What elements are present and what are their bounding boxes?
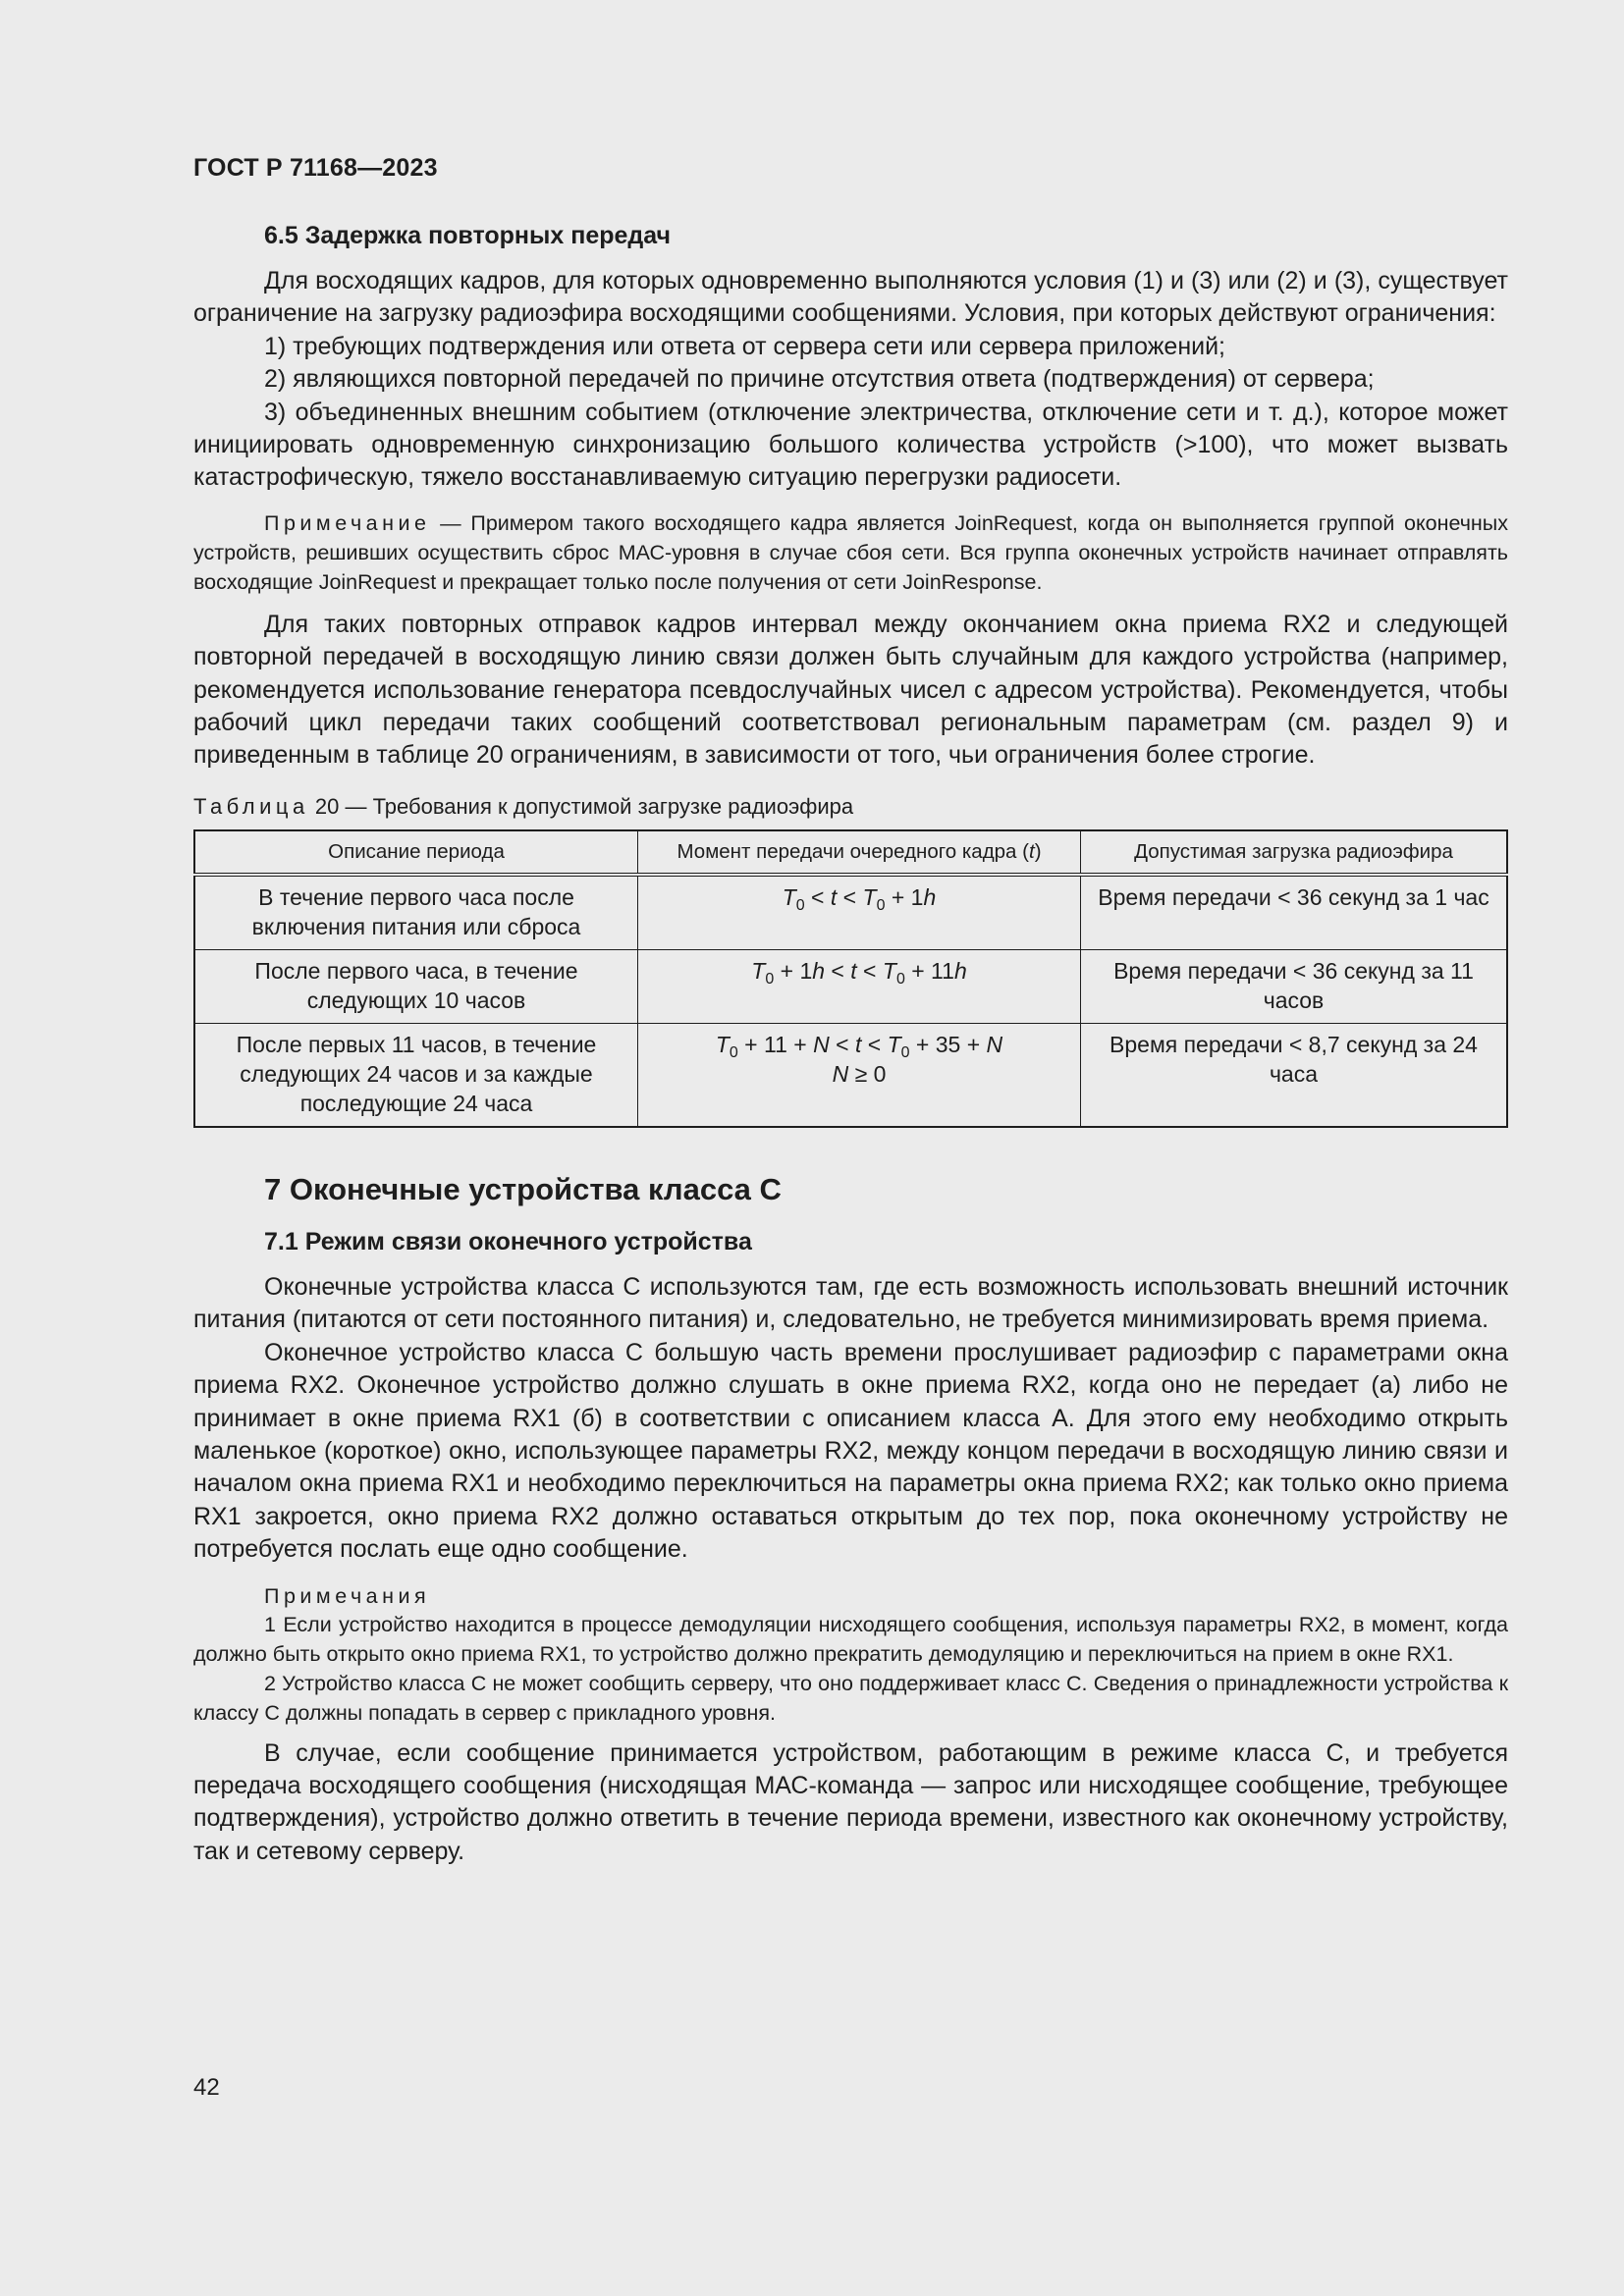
column-header: Допустимая загрузка радиоэфира bbox=[1081, 830, 1508, 875]
section-7-title: 7 Оконечные устройства класса С bbox=[264, 1171, 782, 1206]
document-id: ГОСТ Р 71168—2023 bbox=[193, 154, 438, 182]
table-caption bbox=[193, 792, 1508, 822]
load-cell: Время передачи < 36 секунд за 1 час bbox=[1081, 875, 1508, 950]
paragraph: В случае, если сообщение принимается устройством, работающим в режиме класса С, и требуется передача восходящего сообщения (нисходящая МАС-команда — запрос или нисходящее сообщение, требующее подтверждения), устройство должно ответить в течение периода времени, известного как оконечному устройству, так и сетевому серверу. bbox=[193, 1738, 1508, 1865]
note: 2 Устройство класса С не может сообщить серверу, что оно поддерживает класс С. Сведения о принадлежности устройства к классу С должны попадать в сервер с прикладного уровня. bbox=[193, 1671, 1508, 1725]
table-row bbox=[194, 875, 1507, 950]
paragraph: Оконечное устройство класса С большую часть времени прослушивает радиоэфир с параметрами окна приема RX2. Оконечное устройство должно слушать в окне приема RX2, когда оно не передает (а) либо не принимает в окне приема RX1 (б) в соответствии с описанием класса А. Для этого ему необходимо открыть маленькое (короткое) окно, использующее параметры RX2, между концом передачи в восходящую линию связи и началом окна приема RX1 и необходимо переключиться на параметры окна приема RX2; как только окно приема RX1 закроется, окно приема RX2 должно оставаться открытым до тех пор, пока оконечному устройству не потребуется послать еще одно сообщение. bbox=[193, 1338, 1508, 1564]
load-cell: Время передачи < 8,7 секунд за 24 часа bbox=[1081, 1023, 1508, 1127]
notes-heading: Примечания bbox=[264, 1583, 431, 1608]
moment-cell: $T_0 < t < T_0 + 1h$ bbox=[638, 875, 1081, 950]
note-text: — Примером такого восходящего кадра является JoinRequest, когда он выполняется группой оконечных устройств, решивших осуществить сброс МАС-уровня в случае сбоя сети. Вся группа оконечных устройств начинает отправлять восходящие JoinRequest и прекращает только после получения от сети JoinResponse. bbox=[193, 510, 1508, 594]
paragraph: Для таких повторных отправок кадров интервал между окончанием окна приема RX2 и следующей повторной передачей в восходящую линию связи должен быть случайным для каждого устройства (например, рекомендуется использование генератора псевдослучайных чисел с адресом устройства). Рекомендуется, чтобы рабочий цикл передачи таких сообщений соответствовал региональным параметрам (см. раздел 9) и приведенным в таблице 20 ограничениям, в зависимости от того, чьи ограничения более строгие. bbox=[193, 610, 1508, 770]
note-label: Примечание bbox=[264, 510, 431, 535]
section-6-5-title: 6.5 Задержка повторных передач bbox=[264, 222, 672, 249]
moment-cell: $T_0 + 11 + N < t < T_0 + 35 + N$ N ≥ 0 bbox=[638, 1023, 1081, 1127]
moment-cell: $T_0 + 1h < t < T_0 + 11h$ bbox=[638, 949, 1081, 1023]
list-item: 2) являющихся повторной передачей по причине отсутствия ответа (подтверждения) от сервера; bbox=[264, 365, 1375, 394]
list-item: 1) требующих подтверждения или ответа от сервера сети или сервера приложений; bbox=[264, 332, 1226, 360]
page-number: 42 bbox=[193, 2074, 220, 2101]
table-caption-text: 20 — Требования к допустимой загрузке радиоэфира bbox=[308, 793, 854, 819]
column-header: Момент передачи очередного кадра (t) bbox=[638, 830, 1081, 875]
load-requirements-table bbox=[193, 829, 1508, 1128]
paragraph: Для восходящих кадров, для которых одновременно выполняются условия (1) и (3) или (2) и (3), существует ограничение на загрузку радиоэфира восходящими сообщениями. Условия, при которых действуют ограничения: bbox=[193, 267, 1508, 328]
table-row bbox=[194, 949, 1507, 1023]
table-header-row bbox=[194, 830, 1507, 875]
period-cell: После первых 11 часов, в течение следующих 24 часов и за каждые последующие 24 часа bbox=[194, 1023, 638, 1127]
period-cell: После первого часа, в течение следующих 10 часов bbox=[194, 949, 638, 1023]
section-7-1-title: 7.1 Режим связи оконечного устройства bbox=[264, 1227, 752, 1255]
paragraph: Оконечные устройства класса С используются там, где есть возможность использовать внешний источник питания (питаются от сети постоянного питания) и, следовательно, не требуется минимизировать время приема. bbox=[193, 1272, 1508, 1334]
note: 1 Если устройство находится в процессе демодуляции нисходящего сообщения, используя параметры RX2, в момент, когда должно быть открыто окно приема RX1, то устройство должно прекратить демодуляцию и переключиться на прием в окне RX1. bbox=[193, 1612, 1508, 1666]
table-row bbox=[194, 1023, 1507, 1127]
note bbox=[193, 508, 1508, 597]
list-item: 3) объединенных внешним событием (отключение электричества, отключение сети и т. д.), которое может инициировать одновременную синхронизацию большого количества устройств (>100), что может вызвать катастрофическую, тяжело восстанавливаемую ситуацию перегрузки радиосети. bbox=[193, 398, 1508, 492]
load-cell: Время передачи < 36 секунд за 11 часов bbox=[1081, 949, 1508, 1023]
table-caption-label: Таблица bbox=[193, 793, 309, 819]
period-cell: В течение первого часа после включения питания или сброса bbox=[194, 875, 638, 950]
column-header: Описание периода bbox=[194, 830, 638, 875]
